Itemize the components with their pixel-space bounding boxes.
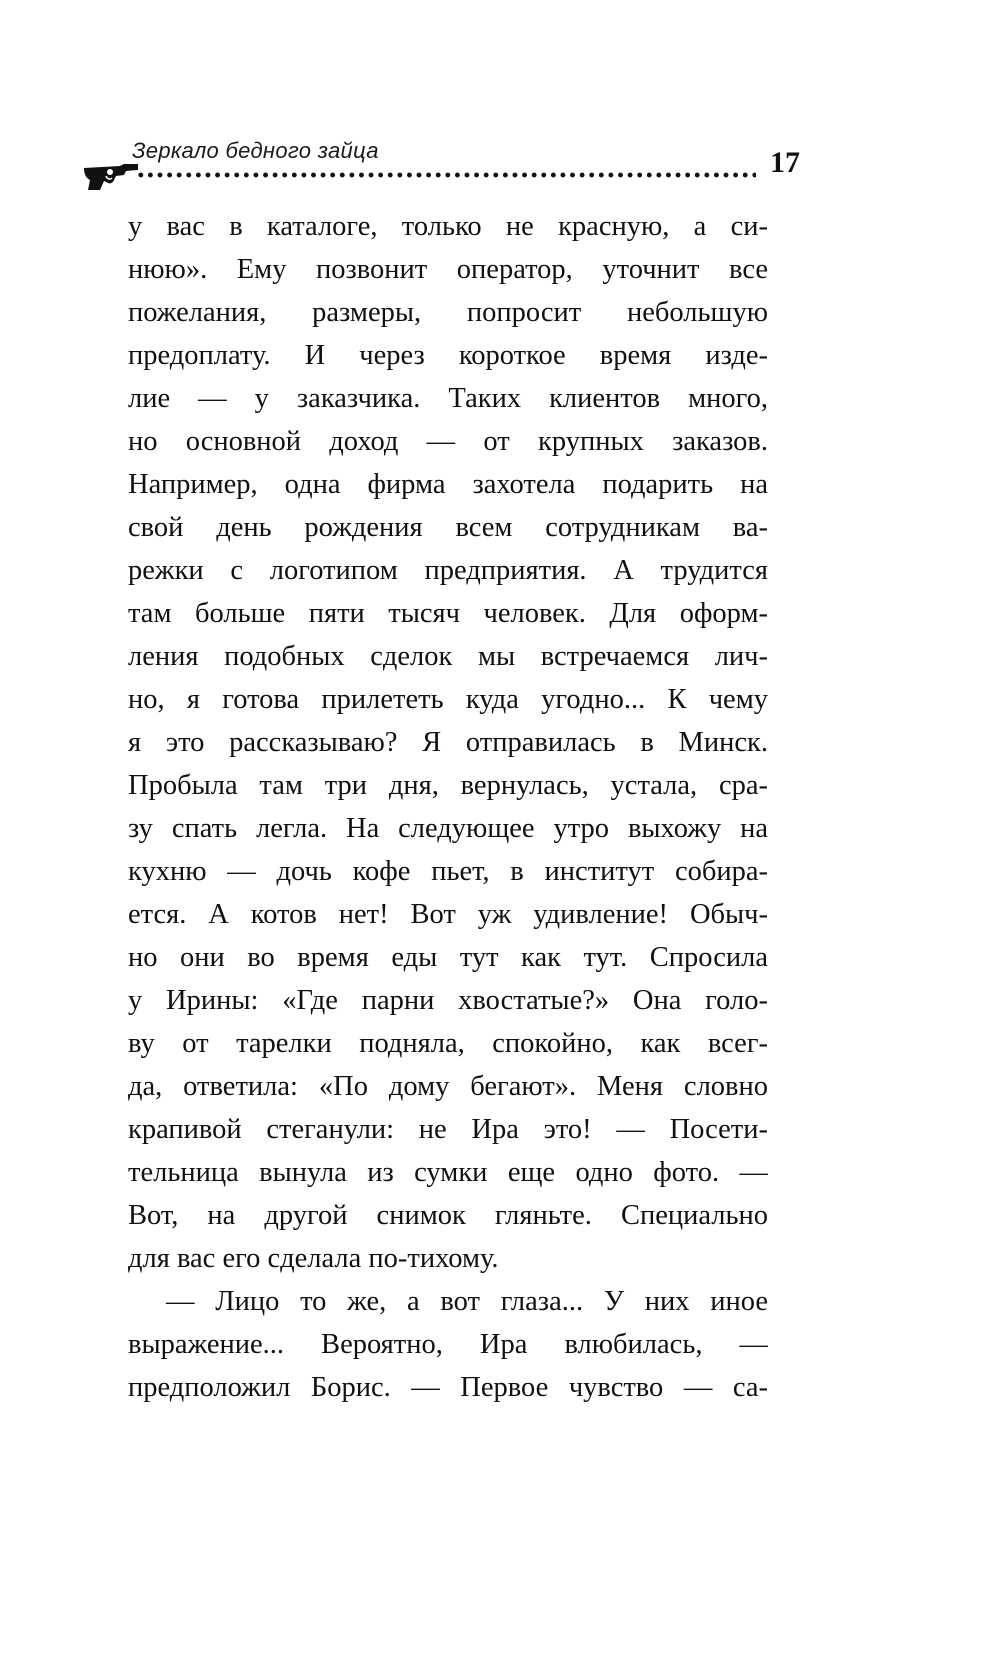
text-line: свой день рождения всем сотрудникам ва- <box>128 512 768 543</box>
dotted-leader <box>136 172 756 178</box>
text-line: для вас его сделала по-тихому. <box>128 1243 499 1274</box>
body-text <box>128 205 768 1409</box>
paragraph <box>128 205 768 1280</box>
text-line: ется. А котов нет! Вот уж удивление! Обыч- <box>128 899 768 930</box>
text-line: предположил Борис. — Первое чувство — са- <box>128 1372 768 1403</box>
text-line: лие — у заказчика. Таких клиентов много, <box>128 383 768 414</box>
text-line: крапивой стеганули: не Ира это! — Посети- <box>128 1114 768 1145</box>
text-line: ления подобных сделок мы встречаемся лич- <box>128 641 768 672</box>
text-line: да, ответила: «По дому бегают». Меня словно <box>128 1071 768 1102</box>
text-line: кухню — дочь кофе пьет, в институт собира- <box>128 856 768 887</box>
text-line: зу спать легла. На следующее утро выхожу на <box>128 813 768 844</box>
running-head <box>80 132 820 196</box>
text-line: нюю». Ему позвонит оператор, уточнит все <box>128 254 768 285</box>
text-line: выражение... Вероятно, Ира влюбилась, — <box>128 1329 768 1360</box>
text-line: — Лицо то же, а вот глаза... У них иное <box>166 1286 768 1317</box>
text-line: Пробыла там три дня, вернулась, устала, сра- <box>128 770 768 801</box>
text-line: там больше пяти тысяч человек. Для оформ- <box>128 598 768 629</box>
text-line: я это рассказываю? Я отправилась в Минск. <box>128 727 768 758</box>
text-line: тельница вынула из сумки еще одно фото. — <box>128 1157 768 1188</box>
revolver-icon <box>80 158 142 192</box>
page-number: 17 <box>770 146 800 179</box>
text-line: но они во время еды тут как тут. Спросила <box>128 942 768 973</box>
text-line: режки с логотипом предприятия. А трудится <box>128 555 768 586</box>
text-line: Вот, на другой снимок гляньте. Специально <box>128 1200 768 1231</box>
text-line: у Ирины: «Где парни хвостатые?» Она голо- <box>128 985 768 1016</box>
text-line: пожелания, размеры, попросит небольшую <box>128 297 768 328</box>
text-line: предоплату. И через короткое время изде- <box>128 340 768 371</box>
text-line: ву от тарелки подняла, спокойно, как всег- <box>128 1028 768 1059</box>
paragraph <box>128 1280 768 1409</box>
text-line: у вас в каталоге, только не красную, а си- <box>128 211 768 242</box>
book-title: Зеркало бедного зайца <box>132 138 379 163</box>
text-line: но, я готова прилететь куда угодно... К чему <box>128 684 768 715</box>
text-line: Например, одна фирма захотела подарить на <box>128 469 768 500</box>
text-line: но основной доход — от крупных заказов. <box>128 426 768 457</box>
